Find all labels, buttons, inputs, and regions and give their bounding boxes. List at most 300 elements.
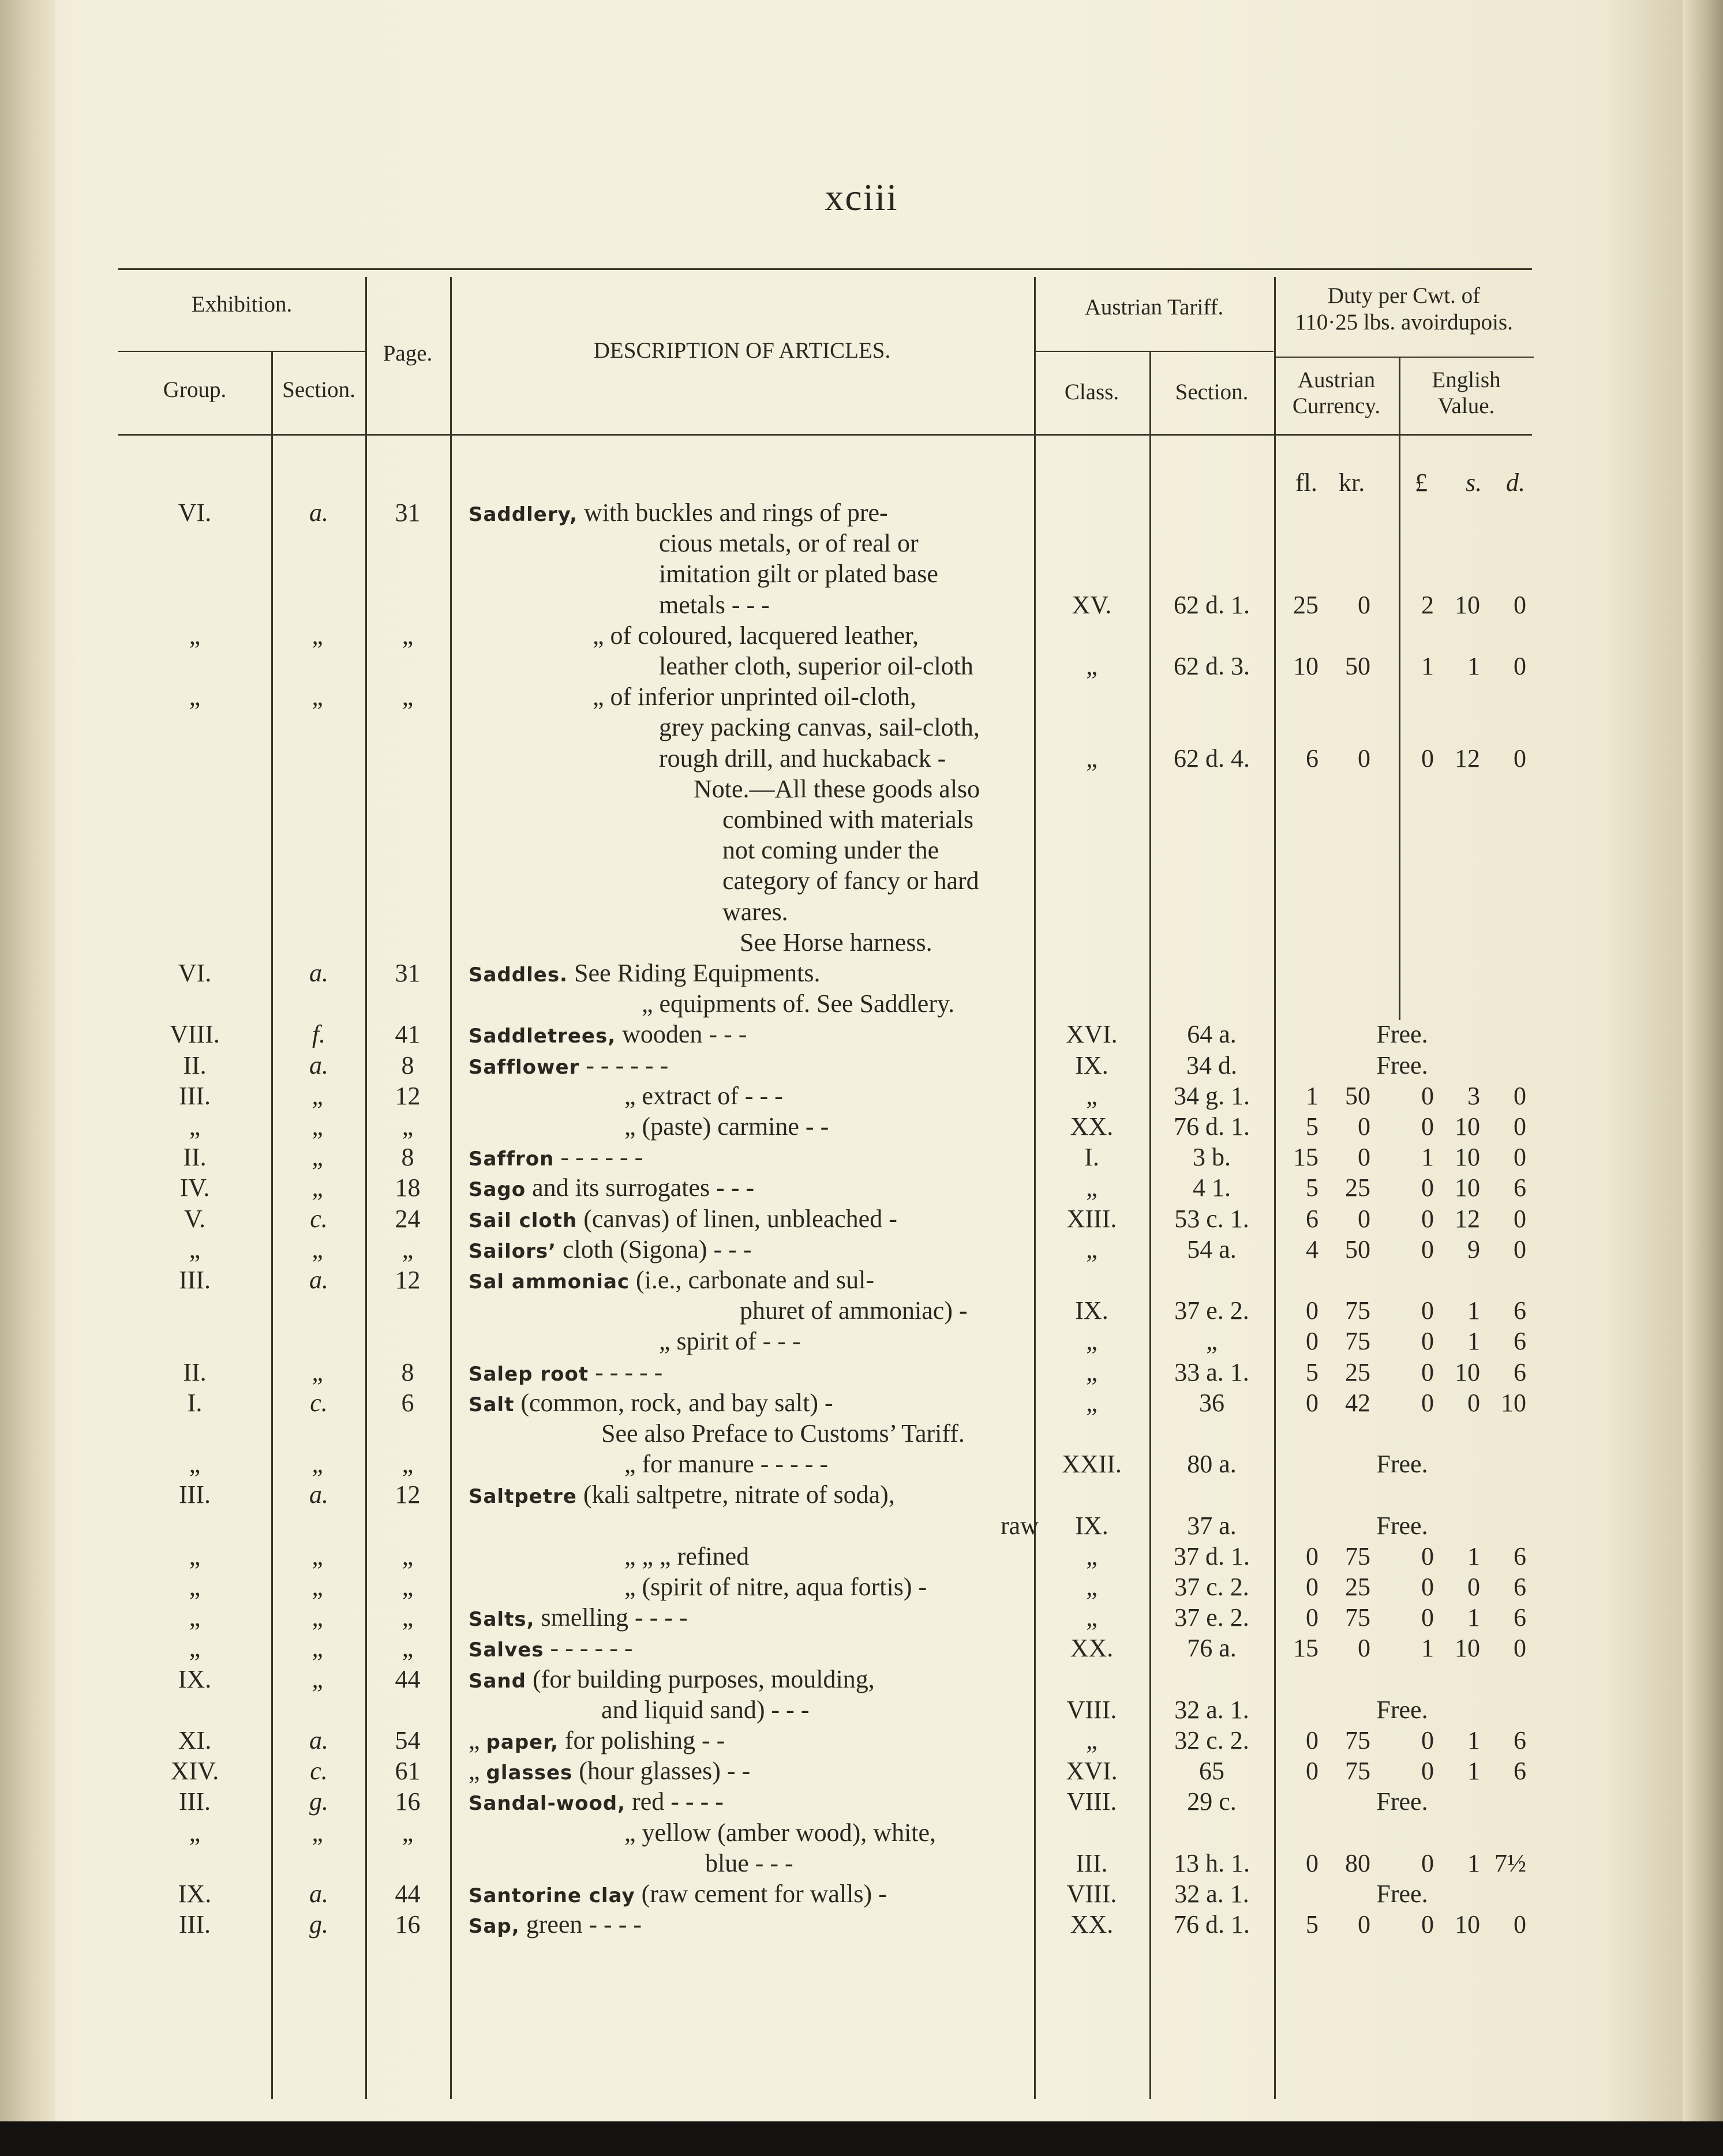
section-cell: „ — [312, 1358, 326, 1386]
description-cell — [469, 1602, 688, 1635]
description-cell — [740, 927, 932, 958]
section-cell: a. — [309, 1480, 328, 1509]
florin-cell: 10 — [1293, 652, 1319, 680]
exhibition-subrule — [118, 351, 365, 352]
pound-cell: 0 — [1421, 1205, 1434, 1233]
tariff-section-cell: 65 — [1199, 1757, 1224, 1785]
header-duty-per-cwt: Duty per Cwt. of — [1327, 283, 1481, 308]
tariff-class-cell: XXII. — [1062, 1450, 1122, 1478]
article-description: „ for manure - - - - - — [624, 1450, 829, 1478]
article-keyword: Sap, — [469, 1915, 520, 1938]
shilling-cell: 12 — [1455, 1205, 1480, 1233]
pound-cell: 0 — [1421, 1112, 1434, 1141]
description-cell — [601, 1418, 965, 1449]
group-cell: III. — [179, 1082, 211, 1110]
page-cell: „ — [402, 1112, 414, 1141]
article-description: rough drill, and huckaback - — [659, 744, 946, 773]
tariff-class-cell: „ — [1086, 1173, 1098, 1202]
description-cell — [642, 988, 954, 1019]
section-cell: a. — [309, 959, 328, 987]
tariff-section-cell: 34 g. 1. — [1174, 1082, 1250, 1110]
description-cell — [469, 1388, 833, 1420]
article-description: „ yellow (amber wood), white, — [624, 1818, 937, 1847]
unit-kreuzer: kr. — [1339, 468, 1365, 497]
group-cell: IX. — [178, 1880, 212, 1908]
florin-cell: 4 — [1306, 1235, 1319, 1263]
tariff-class-cell: VIII. — [1066, 1696, 1117, 1724]
florin-cell: 6 — [1306, 1205, 1319, 1233]
description-cell — [659, 1326, 801, 1357]
description-cell — [469, 1664, 875, 1697]
shilling-cell: 1 — [1467, 1603, 1480, 1632]
tariff-class-cell: „ — [1086, 1389, 1098, 1417]
page-cell: 61 — [395, 1757, 421, 1785]
article-description: - - - - - - — [554, 1143, 643, 1171]
section-cell: „ — [312, 1818, 326, 1847]
article-description: imitation gilt or plated base — [659, 560, 938, 588]
description-cell — [469, 1756, 750, 1788]
florin-cell: 5 — [1306, 1358, 1319, 1386]
article-keyword: Salt — [469, 1393, 515, 1416]
header-description: DESCRIPTION OF ARTICLES. — [593, 338, 891, 363]
shilling-cell: 1 — [1467, 652, 1480, 680]
article-description: combined with materials — [722, 805, 973, 834]
page-cell: „ — [402, 1450, 414, 1478]
shilling-cell: 1 — [1467, 1849, 1480, 1877]
section-cell: „ — [312, 1235, 326, 1263]
tariff-section-cell: 36 — [1199, 1389, 1224, 1417]
description-cell — [469, 1019, 747, 1052]
header-english-value-2: Value. — [1437, 393, 1495, 418]
duty-free-cell: Free. — [1376, 1696, 1428, 1724]
article-description: smelling - - - - — [534, 1603, 688, 1632]
header-english-value-1: English — [1432, 368, 1501, 392]
description-cell — [659, 651, 973, 682]
group-cell: „ — [189, 1450, 201, 1478]
florin-cell: 25 — [1293, 591, 1319, 619]
pound-cell: 1 — [1421, 1143, 1434, 1171]
tariff-class-cell: „ — [1086, 652, 1098, 680]
description-cell — [469, 1142, 643, 1175]
article-description: „ (spirit of nitre, aqua fortis) - — [624, 1573, 927, 1601]
kreuzer-cell: 75 — [1345, 1542, 1370, 1570]
header-section: Section. — [282, 377, 355, 402]
tariff-section-cell: 54 a. — [1187, 1235, 1237, 1263]
pence-cell: 6 — [1514, 1573, 1526, 1601]
page-cell: 54 — [395, 1726, 421, 1754]
tariff-class-cell: „ — [1086, 744, 1098, 773]
tariff-class-cell: IX. — [1075, 1512, 1108, 1540]
pence-cell: 6 — [1514, 1358, 1526, 1386]
shilling-cell: 10 — [1455, 1143, 1480, 1171]
tariff-section-cell: 80 a. — [1187, 1450, 1237, 1478]
article-description: „ „ „ refined — [624, 1542, 750, 1570]
article-description: category of fancy or hard — [722, 867, 979, 895]
pence-cell: 6 — [1514, 1726, 1526, 1754]
description-cell — [593, 681, 916, 713]
florin-cell: 0 — [1306, 1327, 1319, 1355]
group-cell: „ — [189, 1542, 201, 1570]
tariff-section-cell: 32 a. 1. — [1174, 1696, 1249, 1724]
page-cell: „ — [402, 1818, 414, 1847]
section-cell: c. — [310, 1205, 328, 1233]
pound-cell: 0 — [1421, 1327, 1434, 1355]
group-cell: XIV. — [170, 1757, 219, 1785]
group-cell: VI. — [178, 498, 212, 527]
group-cell: II. — [183, 1051, 207, 1079]
article-description: - - - - - - — [579, 1051, 669, 1079]
florin-cell: 0 — [1306, 1573, 1319, 1601]
duty-free-cell: Free. — [1376, 1512, 1428, 1540]
tariff-class-cell: „ — [1086, 1235, 1098, 1263]
article-description: See also Preface to Customs’ Tariff. — [601, 1419, 965, 1448]
tariff-section-cell: 62 d. 3. — [1174, 652, 1250, 680]
tariff-class-cell: III. — [1076, 1849, 1108, 1877]
group-cell: XI. — [178, 1726, 212, 1754]
tariff-section-cell: 76 d. 1. — [1174, 1112, 1250, 1141]
description-cell — [722, 897, 788, 928]
page-cell: 44 — [395, 1665, 421, 1693]
pence-cell: 6 — [1514, 1542, 1526, 1570]
section-cell: „ — [312, 1173, 326, 1202]
page-cell: 8 — [401, 1143, 414, 1171]
tariff-section-cell: 3 b. — [1193, 1143, 1231, 1171]
pound-cell: 1 — [1421, 652, 1434, 680]
article-keyword: Saddlery, — [469, 503, 578, 526]
pence-cell: 0 — [1514, 1082, 1526, 1110]
pence-cell: 0 — [1514, 1910, 1526, 1938]
unit-shilling: s. — [1466, 468, 1482, 497]
currency-english-divider — [1399, 357, 1400, 1020]
kreuzer-cell: 25 — [1345, 1573, 1370, 1601]
kreuzer-cell: 75 — [1345, 1726, 1370, 1754]
article-keyword: Sal ammoniac — [469, 1270, 630, 1293]
tariff-class-cell: XV. — [1072, 591, 1112, 619]
description-cell — [467, 1510, 1039, 1542]
header-page: Page. — [383, 341, 433, 366]
section-cell: „ — [312, 1603, 326, 1632]
tariff-section-cell: 33 a. 1. — [1174, 1358, 1249, 1386]
description-cell — [624, 1572, 927, 1603]
description-cell — [469, 1357, 662, 1390]
article-description: leather cloth, superior oil-cloth — [659, 652, 973, 680]
section-cell: a. — [309, 1266, 328, 1294]
header-austrian-tariff: Austrian Tariff. — [1084, 295, 1224, 320]
page-edge — [1683, 0, 1723, 2156]
page-cell: 8 — [401, 1358, 414, 1386]
duty-subrule — [1274, 357, 1534, 358]
header-austrian-currency-2: Currency. — [1292, 393, 1381, 418]
tariff-section-cell: 4 1. — [1193, 1173, 1231, 1202]
unit-pound: £ — [1415, 468, 1428, 497]
article-description: (raw cement for walls) - — [635, 1880, 887, 1908]
article-keyword: Salts, — [469, 1608, 535, 1631]
florin-cell: 6 — [1306, 744, 1319, 773]
article-keyword: Safflower — [469, 1056, 580, 1079]
kreuzer-cell: 80 — [1345, 1849, 1370, 1877]
article-keyword: Saffron — [469, 1148, 555, 1171]
shilling-cell: 3 — [1467, 1082, 1480, 1110]
article-description: See Horse harness. — [740, 928, 932, 957]
description-cell — [624, 1111, 829, 1142]
pound-cell: 0 — [1421, 1082, 1434, 1110]
article-description: - - - - - - — [544, 1634, 633, 1662]
shilling-cell: 10 — [1455, 1173, 1480, 1202]
article-description: metals - - - — [659, 591, 770, 619]
page-cell: „ — [402, 1235, 414, 1263]
section-cell: „ — [312, 1634, 326, 1662]
header-bottom-rule — [118, 434, 1532, 436]
page-cell: 12 — [395, 1082, 421, 1110]
article-description: cloth (Sigona) - - - — [556, 1235, 752, 1263]
group-cell: VI. — [178, 959, 212, 987]
description-cell — [469, 1172, 754, 1205]
description-cell — [469, 958, 821, 991]
shilling-cell: 10 — [1455, 591, 1480, 619]
ditto-mark: „ — [469, 1757, 486, 1785]
article-description: with buckles and rings of pre- — [578, 498, 888, 527]
tariff-class-cell: „ — [1086, 1603, 1098, 1632]
shilling-cell: 10 — [1455, 1910, 1480, 1938]
tariff-section-cell: 76 a. — [1187, 1634, 1237, 1662]
page-cell: 44 — [395, 1880, 421, 1908]
tariff-class-cell: XVI. — [1066, 1020, 1118, 1048]
article-description: (for building purposes, moulding, — [526, 1665, 875, 1693]
group-cell: III. — [179, 1787, 211, 1816]
section-cell: „ — [312, 1082, 326, 1110]
shilling-cell: 10 — [1455, 1634, 1480, 1662]
table-top-rule — [118, 268, 1532, 270]
description-cell — [722, 804, 973, 835]
shilling-cell: 1 — [1467, 1542, 1480, 1570]
section-cell: „ — [312, 1450, 326, 1478]
pence-cell: 0 — [1514, 744, 1526, 773]
group-cell: IV. — [179, 1173, 210, 1202]
description-cell — [469, 497, 888, 530]
article-keyword: Sailors’ — [469, 1240, 557, 1263]
page-number: xciii — [825, 177, 898, 219]
article-description: and liquid sand) - - - — [601, 1696, 810, 1724]
page-cell: „ — [402, 1542, 414, 1570]
duty-free-cell: Free. — [1376, 1020, 1428, 1048]
tariff-section-cell: 37 e. 2. — [1174, 1296, 1249, 1325]
pence-cell: 0 — [1514, 1634, 1526, 1662]
article-keyword: Salves — [469, 1638, 544, 1662]
pound-cell: 0 — [1421, 1389, 1434, 1417]
description-cell — [740, 1295, 968, 1326]
kreuzer-cell: 0 — [1358, 1205, 1370, 1233]
page-cell: „ — [402, 1634, 414, 1662]
tariff-class-cell: XX. — [1070, 1112, 1114, 1141]
article-description: (kali saltpetre, nitrate of soda), — [576, 1480, 895, 1509]
article-keyword: Sandal-wood, — [469, 1792, 626, 1815]
florin-cell: 0 — [1306, 1296, 1319, 1325]
description-cell — [722, 835, 939, 866]
duty-free-cell: Free. — [1376, 1450, 1428, 1478]
header-duty-weight: 110·25 lbs. avoirdupois. — [1295, 310, 1513, 335]
tariff-class-cell: „ — [1086, 1327, 1098, 1355]
pound-cell: 0 — [1421, 1573, 1434, 1601]
page-cell: 31 — [395, 498, 421, 527]
florin-cell: 5 — [1306, 1173, 1319, 1202]
page-cell: 16 — [395, 1787, 421, 1816]
description-cell — [469, 1786, 724, 1819]
kreuzer-cell: 75 — [1345, 1296, 1370, 1325]
tariff-section-cell: „ — [1206, 1327, 1218, 1355]
florin-cell: 15 — [1293, 1634, 1319, 1662]
article-description: (hour glasses) - - — [572, 1757, 751, 1785]
pence-cell: 6 — [1514, 1296, 1526, 1325]
tariff-class-cell: I. — [1084, 1143, 1099, 1171]
pound-cell: 2 — [1421, 591, 1434, 619]
pence-cell: 10 — [1501, 1389, 1526, 1417]
pound-cell: 0 — [1421, 1603, 1434, 1632]
group-cell: „ — [189, 621, 201, 650]
kreuzer-cell: 0 — [1358, 1634, 1370, 1662]
description-cell — [469, 1725, 725, 1758]
kreuzer-cell: 25 — [1345, 1173, 1370, 1202]
page-cell: 16 — [395, 1910, 421, 1938]
florin-cell: 0 — [1306, 1603, 1319, 1632]
kreuzer-cell: 50 — [1345, 1235, 1370, 1263]
article-keyword: Saddles. — [469, 963, 568, 987]
group-cell: „ — [189, 1573, 201, 1601]
pence-cell: 7½ — [1494, 1849, 1526, 1877]
article-description: raw — [1001, 1512, 1039, 1540]
section-cell: „ — [312, 621, 326, 650]
unit-pence: d. — [1506, 468, 1525, 497]
description-cell — [694, 774, 980, 805]
tariff-section-cell: 64 a. — [1187, 1020, 1237, 1048]
kreuzer-cell: 0 — [1358, 1910, 1370, 1938]
description-cell — [722, 865, 979, 897]
pound-cell: 0 — [1421, 1726, 1434, 1754]
article-keyword: Saltpetre — [469, 1485, 577, 1508]
article-keyword: Saddletrees, — [469, 1025, 616, 1048]
kreuzer-cell: 50 — [1345, 652, 1370, 680]
florin-cell: 15 — [1293, 1143, 1319, 1171]
tariff-section-cell: 62 d. 1. — [1174, 591, 1250, 619]
description-cell — [469, 1050, 668, 1083]
florin-cell: 1 — [1306, 1082, 1319, 1110]
kreuzer-cell: 75 — [1345, 1603, 1370, 1632]
kreuzer-cell: 0 — [1358, 1143, 1370, 1171]
tariff-class-cell: „ — [1086, 1082, 1098, 1110]
article-description: wares. — [722, 898, 788, 926]
pence-cell: 0 — [1514, 652, 1526, 680]
tariff-class-cell: „ — [1086, 1726, 1098, 1754]
article-description: (common, rock, and bay salt) - — [514, 1389, 833, 1417]
pound-cell: 1 — [1421, 1634, 1434, 1662]
description-cell — [469, 1265, 874, 1298]
page-cell: 41 — [395, 1020, 421, 1048]
section-cell: a. — [309, 498, 328, 527]
article-keyword: Sail cloth — [469, 1209, 578, 1232]
description-cell — [593, 620, 919, 651]
group-cell: „ — [189, 1634, 201, 1662]
description-cell — [469, 1479, 895, 1512]
tariff-section-cell: 37 e. 2. — [1174, 1603, 1249, 1632]
page-cell: 31 — [395, 959, 421, 987]
tariff-class-cell: „ — [1086, 1358, 1098, 1386]
section-cell: g. — [309, 1910, 328, 1938]
pound-cell: 0 — [1421, 1542, 1434, 1570]
kreuzer-cell: 0 — [1358, 744, 1370, 773]
pound-cell: 0 — [1421, 1757, 1434, 1785]
tariff-duty-divider — [1274, 277, 1276, 2099]
description-cell — [469, 1909, 642, 1942]
article-description: (i.e., carbonate and sul- — [630, 1266, 874, 1294]
page-cell: „ — [402, 1603, 414, 1632]
article-description: (canvas) of linen, unbleached - — [577, 1205, 897, 1233]
pence-cell: 6 — [1514, 1603, 1526, 1632]
binding-gutter — [0, 0, 55, 2156]
group-cell: III. — [179, 1480, 211, 1509]
section-cell: f. — [312, 1020, 326, 1048]
article-description: for polishing - - — [558, 1726, 725, 1754]
header-exhibition: Exhibition. — [191, 292, 293, 317]
group-cell: „ — [189, 1112, 201, 1141]
kreuzer-cell: 75 — [1345, 1757, 1370, 1785]
article-description: and its surrogates - - - — [526, 1173, 755, 1202]
description-cell — [469, 1234, 752, 1267]
pence-cell: 6 — [1514, 1173, 1526, 1202]
kreuzer-cell: 25 — [1345, 1358, 1370, 1386]
tariff-section-cell: 37 c. 2. — [1174, 1573, 1249, 1601]
article-description: „ of inferior unprinted oil-cloth, — [593, 683, 916, 711]
group-cell: IX. — [178, 1665, 212, 1693]
kreuzer-cell: 42 — [1345, 1389, 1370, 1417]
group-cell: „ — [189, 1603, 201, 1632]
article-description: cious metals, or of real or — [659, 529, 919, 557]
description-cell — [469, 1878, 887, 1911]
florin-cell: 5 — [1306, 1910, 1319, 1938]
header-class: Class. — [1064, 380, 1119, 404]
description-cell — [624, 1541, 749, 1572]
description-cell — [601, 1694, 809, 1726]
article-description: „ extract of - - - — [624, 1082, 783, 1110]
group-cell: V. — [183, 1205, 206, 1233]
tariff-section-cell: 32 c. 2. — [1174, 1726, 1249, 1754]
tariff-class-cell: VIII. — [1066, 1880, 1117, 1908]
shilling-cell: 10 — [1455, 1358, 1480, 1386]
tariff-class-cell: XX. — [1070, 1634, 1114, 1662]
article-keyword: Sand — [469, 1670, 526, 1693]
florin-cell: 0 — [1306, 1849, 1319, 1877]
section-cell: „ — [312, 1573, 326, 1601]
group-cell: I. — [187, 1389, 203, 1417]
florin-cell: 0 — [1306, 1757, 1319, 1785]
pound-cell: 0 — [1421, 1358, 1434, 1386]
shilling-cell: 1 — [1467, 1726, 1480, 1754]
section-cell: „ — [312, 1542, 326, 1570]
page-cell: „ — [402, 1573, 414, 1601]
page-cell: 8 — [401, 1051, 414, 1079]
page-cell: 24 — [395, 1205, 421, 1233]
kreuzer-cell: 75 — [1345, 1327, 1370, 1355]
kreuzer-cell: 0 — [1358, 1112, 1370, 1141]
ditto-mark: „ — [469, 1726, 486, 1754]
tariff-section-cell: 76 d. 1. — [1174, 1910, 1250, 1938]
article-keyword: paper, — [486, 1731, 559, 1754]
section-cell: a. — [309, 1880, 328, 1908]
section-cell: „ — [312, 1112, 326, 1141]
tariff-section-cell: 13 h. 1. — [1174, 1849, 1250, 1877]
description-cell — [624, 1817, 936, 1848]
description-cell — [659, 743, 946, 774]
article-description: not coming under the — [722, 836, 939, 864]
kreuzer-cell: 0 — [1358, 591, 1370, 619]
